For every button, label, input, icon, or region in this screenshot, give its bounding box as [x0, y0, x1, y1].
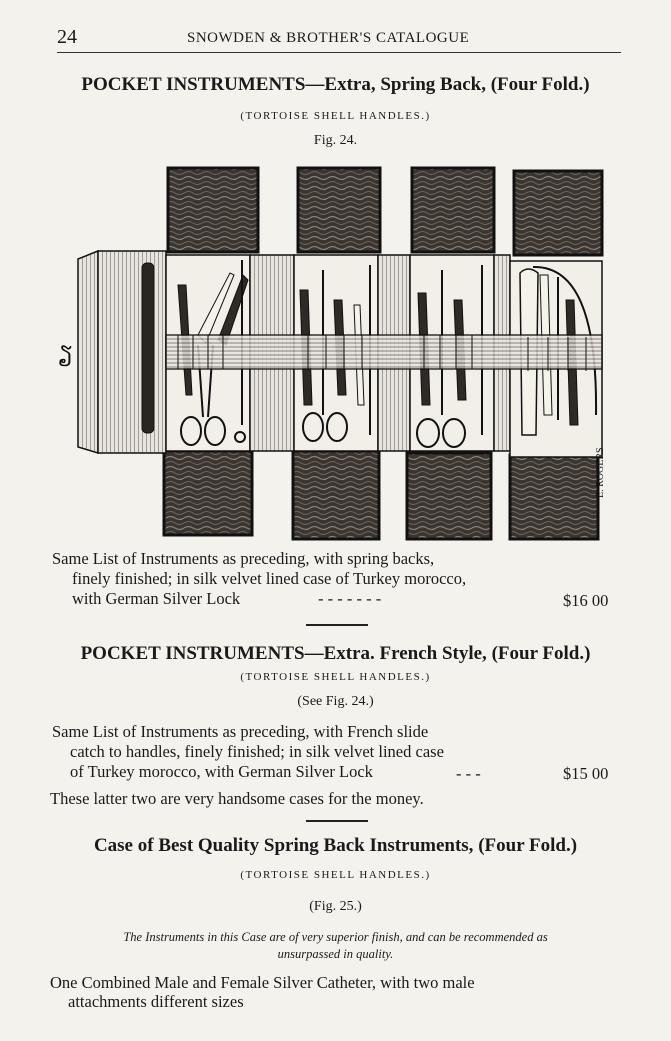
bottom-flap-3 [407, 453, 491, 539]
section3-line2: attachments different sizes [68, 992, 244, 1011]
section1-heading [0, 74, 671, 96]
section1-heading-main: POCKET INSTRUMENTS—Extra, Spring Back, [81, 74, 486, 95]
section1-price: $16 00 [563, 591, 609, 610]
section3-figure-ref: (Fig. 25.) [309, 899, 362, 914]
separator-rule-2 [306, 820, 368, 822]
section2-figure-ref: (See Fig. 24.) [297, 694, 374, 709]
bottom-flap-4 [510, 455, 598, 539]
running-head [57, 26, 621, 52]
instrument-case-engraving [58, 165, 618, 543]
section2-line2: catch to handles, finely finished; in silk velvet lined case [70, 742, 444, 761]
section2-heading-main: POCKET INSTRUMENTS—Extra. French Style, [80, 643, 487, 664]
section1-figure-label: Fig. 24. [313, 133, 358, 148]
section3-heading [0, 835, 671, 857]
section2-dashes: - - - [456, 764, 481, 783]
top-flap-2 [298, 168, 380, 252]
engraver-signature: E. ROGERS [595, 447, 606, 498]
section3-line1: One Combined Male and Female Silver Catheter, with two male [50, 973, 475, 992]
section1-line1: Same List of Instruments as preceding, with spring backs, [52, 549, 435, 568]
section2-price: $15 00 [563, 764, 609, 783]
section1-heading-tail: (Four Fold.) [490, 74, 590, 95]
section2-note: These latter two are very handsome cases for the money. [50, 789, 424, 808]
page-number: 24 [57, 26, 77, 48]
section2-line3: of Turkey morocco, with German Silver Lock [70, 762, 373, 781]
section1-subheading: (TORTOISE SHELL HANDLES.) [240, 110, 431, 122]
header-rule [57, 52, 621, 53]
section3-italic-line2: unsurpassed in quality. [277, 947, 394, 961]
bottom-flap-1 [164, 451, 252, 535]
bottom-flap-2 [293, 451, 379, 539]
section1-dashes: - - - - - - - [318, 589, 382, 608]
section1-line3: with German Silver Lock [72, 589, 241, 608]
section2-line1: Same List of Instruments as preceding, with French slide [52, 722, 429, 741]
section2-heading [0, 643, 671, 665]
section3-heading-tail: (Four Fold.) [478, 835, 578, 856]
lock-clasp-icon: ຽ [58, 341, 73, 366]
instrument-strap [166, 335, 602, 369]
section3-italic-line1: The Instruments in this Case are of very superior finish, and can be recommended as [123, 930, 548, 944]
catalogue-title: SNOWDEN & BROTHER'S CATALOGUE [187, 30, 470, 46]
section2-heading-tail: (Four Fold.) [491, 643, 591, 664]
top-flap-3 [412, 168, 494, 252]
section3-heading-main: Case of Best Quality Spring Back Instruments, [93, 835, 474, 856]
section2-subheading: (TORTOISE SHELL HANDLES.) [240, 671, 431, 683]
section3-subheading: (TORTOISE SHELL HANDLES.) [240, 869, 431, 881]
top-flap-1 [168, 168, 258, 252]
section1-line2: finely finished; in silk velvet lined case of Turkey morocco, [72, 569, 467, 588]
left-flap [98, 251, 166, 453]
top-flap-4 [514, 171, 602, 255]
separator-rule-1 [306, 624, 368, 626]
